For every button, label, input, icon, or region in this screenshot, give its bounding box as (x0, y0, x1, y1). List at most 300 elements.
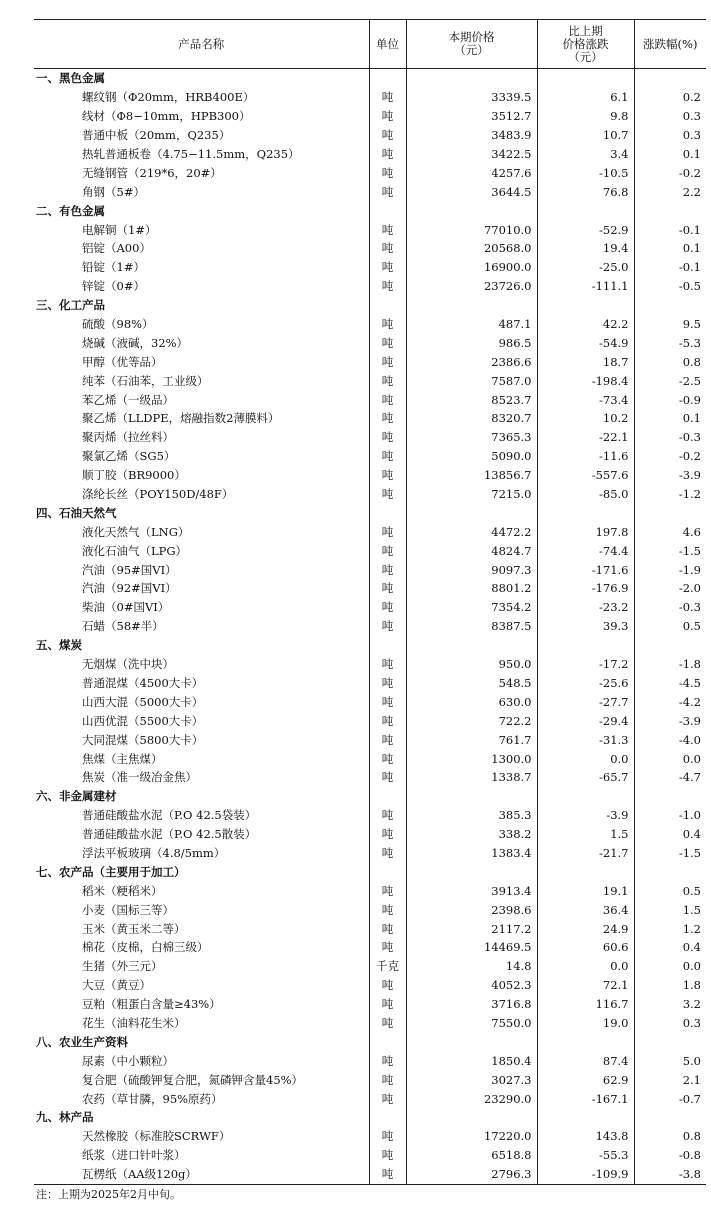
category-row (34, 636, 706, 655)
product-name: 普通混煤（4500大卡） (82, 675, 204, 690)
current-price: 23290.0 (406, 1089, 537, 1108)
product-unit: 吨 (369, 485, 406, 504)
table-row (34, 825, 706, 844)
header-current-price-line1: 本期价格 (448, 30, 495, 44)
table-row (34, 88, 706, 107)
current-price: 8523.7 (406, 390, 537, 409)
category-price-cell (406, 1108, 537, 1127)
product-name: 涤纶长丝（POY150D/48F） (82, 487, 234, 502)
product-name: 硫酸（98%） (82, 317, 154, 332)
table-row (34, 1089, 706, 1108)
change-percent: 0.8 (634, 1127, 706, 1146)
price-change: -73.4 (537, 390, 634, 409)
product-unit: 吨 (369, 598, 406, 617)
price-change: -74.4 (537, 541, 634, 560)
table-row (34, 617, 706, 636)
change-percent: -0.5 (634, 277, 706, 296)
product-unit: 吨 (369, 182, 406, 201)
category-percent-cell (634, 862, 706, 881)
price-change: 0.0 (537, 957, 634, 976)
category-unit-cell (369, 503, 406, 522)
table-row (34, 730, 706, 749)
category-price-cell (406, 862, 537, 881)
current-price: 8320.7 (406, 409, 537, 428)
table-row (34, 541, 706, 560)
price-change: 19.0 (537, 1014, 634, 1033)
category-unit-cell (369, 201, 406, 220)
product-name: 复合肥（硫酸钾复合肥，氮磷钾含量45%） (82, 1072, 304, 1087)
category-percent-cell (634, 1032, 706, 1051)
table-row (34, 409, 706, 428)
product-unit: 吨 (369, 88, 406, 107)
current-price: 385.3 (406, 806, 537, 825)
product-name: 汽油（92#国VI） (82, 581, 177, 596)
category-title: 八、农业生产资料 (36, 1034, 128, 1049)
footnote: 注：上期为2025年2月中旬。 (36, 1188, 181, 1201)
change-percent: -0.1 (634, 258, 706, 277)
product-unit: 吨 (369, 409, 406, 428)
category-title: 七、农产品（主要用于加工） (36, 864, 186, 879)
current-price: 4052.3 (406, 976, 537, 995)
product-unit: 吨 (369, 163, 406, 182)
price-change: -25.6 (537, 674, 634, 693)
product-name: 玉米（黄玉米二等） (82, 921, 186, 936)
table-row (34, 674, 706, 693)
current-price: 722.2 (406, 711, 537, 730)
change-percent: -0.1 (634, 220, 706, 239)
price-change: 116.7 (537, 995, 634, 1014)
category-change-cell (537, 1032, 634, 1051)
product-unit: 吨 (369, 1146, 406, 1165)
table-row (34, 126, 706, 145)
product-unit: 吨 (369, 995, 406, 1014)
product-unit: 吨 (369, 1070, 406, 1089)
category-row (34, 69, 706, 88)
price-change: 6.1 (537, 88, 634, 107)
product-name: 无烟煤（洗中块） (82, 657, 174, 672)
current-price: 630.0 (406, 692, 537, 711)
change-percent: -5.3 (634, 333, 706, 352)
price-change: 62.9 (537, 1070, 634, 1089)
current-price: 548.5 (406, 674, 537, 693)
price-change: 10.2 (537, 409, 634, 428)
current-price: 1338.7 (406, 768, 537, 787)
product-unit: 吨 (369, 881, 406, 900)
change-percent: -3.9 (634, 466, 706, 485)
category-unit-cell (369, 862, 406, 881)
product-unit: 吨 (369, 560, 406, 579)
product-name: 苯乙烯（一级品） (82, 392, 174, 407)
price-change: -54.9 (537, 333, 634, 352)
current-price: 2398.6 (406, 900, 537, 919)
table-row (34, 447, 706, 466)
category-title: 九、林产品 (36, 1110, 94, 1125)
product-name: 铝锭（A00） (82, 241, 151, 256)
change-percent: 4.6 (634, 522, 706, 541)
change-percent: 0.5 (634, 617, 706, 636)
product-unit: 吨 (369, 825, 406, 844)
product-unit: 吨 (369, 258, 406, 277)
change-percent: -0.9 (634, 390, 706, 409)
product-name: 农药（草甘膦，95%原药） (82, 1091, 223, 1106)
product-name: 柴油（0#国VI） (82, 600, 170, 615)
category-row (34, 503, 706, 522)
price-change: 18.7 (537, 352, 634, 371)
change-percent: -4.2 (634, 692, 706, 711)
change-percent: -1.5 (634, 844, 706, 863)
table-row (34, 371, 706, 390)
header-price-change-line2: 价格涨跌 (562, 36, 609, 51)
price-change: -109.9 (537, 1165, 634, 1184)
product-name: 纯苯（石油苯，工业级） (82, 373, 209, 388)
product-unit: 吨 (369, 844, 406, 863)
change-percent: -2.0 (634, 579, 706, 598)
product-unit: 吨 (369, 541, 406, 560)
change-percent: -0.7 (634, 1089, 706, 1108)
price-change: -167.1 (537, 1089, 634, 1108)
category-title: 四、石油天然气 (36, 505, 117, 520)
table-row (34, 1127, 706, 1146)
product-unit: 吨 (369, 390, 406, 409)
current-price: 5090.0 (406, 447, 537, 466)
change-percent: 0.4 (634, 938, 706, 957)
product-name: 聚丙烯（拉丝料） (82, 430, 174, 445)
header-current-price (406, 20, 537, 69)
current-price: 2117.2 (406, 919, 537, 938)
current-price: 23726.0 (406, 277, 537, 296)
product-unit: 吨 (369, 768, 406, 787)
table-row (34, 390, 706, 409)
table-row (34, 844, 706, 863)
table-row (34, 258, 706, 277)
product-name: 焦煤（主焦煤） (82, 751, 163, 766)
product-name: 豆粕（粗蛋白含量≥43%） (82, 997, 221, 1012)
change-percent: 0.3 (634, 126, 706, 145)
header-row (34, 20, 706, 69)
product-name: 焦炭（准一级冶金焦） (82, 770, 197, 785)
current-price: 8801.2 (406, 579, 537, 598)
table-row (34, 749, 706, 768)
change-percent: 2.1 (634, 1070, 706, 1089)
change-percent: 0.1 (634, 409, 706, 428)
category-title: 二、有色金属 (36, 203, 105, 218)
current-price: 17220.0 (406, 1127, 537, 1146)
table-row (34, 995, 706, 1014)
category-unit-cell (369, 1032, 406, 1051)
product-unit: 吨 (369, 277, 406, 296)
current-price: 2386.6 (406, 352, 537, 371)
change-percent: -3.8 (634, 1165, 706, 1184)
change-percent: -4.0 (634, 730, 706, 749)
product-name: 山西大混（5000大卡） (82, 694, 204, 709)
current-price: 7550.0 (406, 1014, 537, 1033)
product-unit: 吨 (369, 371, 406, 390)
category-change-cell (537, 503, 634, 522)
current-price: 950.0 (406, 655, 537, 674)
category-price-cell (406, 1032, 537, 1051)
current-price: 16900.0 (406, 258, 537, 277)
current-price: 7587.0 (406, 371, 537, 390)
price-change: -52.9 (537, 220, 634, 239)
current-price: 2796.3 (406, 1165, 537, 1184)
product-unit: 吨 (369, 1127, 406, 1146)
product-unit: 吨 (369, 447, 406, 466)
table-row (34, 352, 706, 371)
price-change: -31.3 (537, 730, 634, 749)
table-row (34, 655, 706, 674)
current-price: 986.5 (406, 333, 537, 352)
change-percent: -4.5 (634, 674, 706, 693)
current-price: 487.1 (406, 315, 537, 334)
product-name: 角钢（5#） (82, 184, 145, 199)
category-percent-cell (634, 69, 706, 88)
product-name: 大豆（黄豆） (82, 978, 151, 993)
category-change-cell (537, 296, 634, 315)
product-name: 山西优混（5500大卡） (82, 713, 204, 728)
product-unit: 吨 (369, 655, 406, 674)
product-unit: 吨 (369, 1165, 406, 1184)
change-percent: -1.8 (634, 655, 706, 674)
category-unit-cell (369, 636, 406, 655)
price-change: 60.6 (537, 938, 634, 957)
change-percent: -0.3 (634, 598, 706, 617)
current-price: 20568.0 (406, 239, 537, 258)
product-name: 生猪（外三元） (82, 959, 163, 974)
product-name: 花生（油料花生米） (82, 1015, 186, 1030)
change-percent: 0.0 (634, 749, 706, 768)
header-unit: 单位 (369, 20, 406, 69)
category-row (34, 862, 706, 881)
price-change: 0.0 (537, 749, 634, 768)
change-percent: 0.1 (634, 239, 706, 258)
change-percent: 0.5 (634, 881, 706, 900)
product-unit: 吨 (369, 938, 406, 957)
header-current-price-line2: （元） (454, 43, 489, 57)
product-name: 稻米（粳稻米） (82, 883, 163, 898)
table-row (34, 466, 706, 485)
product-name: 聚乙烯（LLDPE，熔融指数2薄膜料） (82, 411, 280, 426)
change-percent: 0.3 (634, 107, 706, 126)
product-unit: 吨 (369, 976, 406, 995)
price-change: 3.4 (537, 145, 634, 164)
price-change: 42.2 (537, 315, 634, 334)
product-name: 电解铜（1#） (82, 222, 157, 237)
product-unit: 吨 (369, 749, 406, 768)
price-change: -55.3 (537, 1146, 634, 1165)
category-change-cell (537, 69, 634, 88)
category-price-cell (406, 296, 537, 315)
current-price: 3422.5 (406, 145, 537, 164)
table-row (34, 428, 706, 447)
current-price: 3027.3 (406, 1070, 537, 1089)
category-unit-cell (369, 296, 406, 315)
current-price: 3483.9 (406, 126, 537, 145)
table-row (34, 107, 706, 126)
current-price: 761.7 (406, 730, 537, 749)
price-change: 36.4 (537, 900, 634, 919)
current-price: 6518.8 (406, 1146, 537, 1165)
category-title: 一、黑色金属 (36, 71, 105, 86)
product-unit: 吨 (369, 352, 406, 371)
change-percent: -0.2 (634, 447, 706, 466)
product-unit: 吨 (369, 145, 406, 164)
price-change: 197.8 (537, 522, 634, 541)
change-percent: 0.2 (634, 88, 706, 107)
category-percent-cell (634, 636, 706, 655)
product-unit: 吨 (369, 1089, 406, 1108)
category-price-cell (406, 636, 537, 655)
change-percent: -0.2 (634, 163, 706, 182)
price-change: 143.8 (537, 1127, 634, 1146)
category-row (34, 296, 706, 315)
current-price: 14.8 (406, 957, 537, 976)
category-unit-cell (369, 1108, 406, 1127)
product-name: 大同混煤（5800大卡） (82, 732, 204, 747)
table-row (34, 315, 706, 334)
category-price-cell (406, 787, 537, 806)
change-percent: -1.2 (634, 485, 706, 504)
price-change: -29.4 (537, 711, 634, 730)
current-price: 3913.4 (406, 881, 537, 900)
header-price-change-line3: （元） (568, 49, 603, 64)
table-body (34, 69, 706, 1185)
price-change: -65.7 (537, 768, 634, 787)
change-percent: -1.9 (634, 560, 706, 579)
table-row (34, 711, 706, 730)
product-name: 线材（Φ8−10mm，HPB300） (82, 109, 251, 124)
table-row (34, 957, 706, 976)
product-unit: 吨 (369, 711, 406, 730)
change-percent: -1.0 (634, 806, 706, 825)
table-row (34, 919, 706, 938)
change-percent: 1.2 (634, 919, 706, 938)
table-row (34, 277, 706, 296)
category-percent-cell (634, 1108, 706, 1127)
category-price-cell (406, 201, 537, 220)
product-name: 铅锭（1#） (82, 260, 145, 275)
current-price: 1300.0 (406, 749, 537, 768)
current-price: 77010.0 (406, 220, 537, 239)
change-percent: 0.3 (634, 1014, 706, 1033)
category-change-cell (537, 1108, 634, 1127)
product-name: 无缝钢管（219*6，20#） (82, 165, 222, 180)
category-percent-cell (634, 503, 706, 522)
price-change: -25.0 (537, 258, 634, 277)
product-name: 顺丁胶（BR9000） (82, 468, 186, 483)
price-change: -198.4 (537, 371, 634, 390)
price-change: -85.0 (537, 485, 634, 504)
product-name: 烧碱（液碱，32%） (82, 335, 189, 350)
table-row (34, 333, 706, 352)
product-unit: 吨 (369, 239, 406, 258)
current-price: 7365.3 (406, 428, 537, 447)
price-change: 24.9 (537, 919, 634, 938)
price-change: -22.1 (537, 428, 634, 447)
change-percent: -1.5 (634, 541, 706, 560)
table-row (34, 1014, 706, 1033)
change-percent: -2.5 (634, 371, 706, 390)
change-percent: 5.0 (634, 1051, 706, 1070)
table-row (34, 598, 706, 617)
price-change: -557.6 (537, 466, 634, 485)
table-row (34, 1070, 706, 1089)
category-change-cell (537, 862, 634, 881)
change-percent: -0.3 (634, 428, 706, 447)
category-row (34, 201, 706, 220)
product-name: 小麦（国标三等） (82, 902, 174, 917)
category-title: 三、化工产品 (36, 298, 105, 313)
price-change: -176.9 (537, 579, 634, 598)
table-row (34, 806, 706, 825)
product-unit: 吨 (369, 1051, 406, 1070)
product-name: 甲醇（优等品） (82, 354, 163, 369)
current-price: 7354.2 (406, 598, 537, 617)
header-price-change-line1: 比上期 (568, 23, 603, 38)
category-title: 六、非金属建材 (36, 789, 117, 804)
category-unit-cell (369, 69, 406, 88)
product-unit: 吨 (369, 107, 406, 126)
product-name: 棉花（皮棉，白棉三级） (82, 940, 209, 955)
current-price: 4824.7 (406, 541, 537, 560)
table-row (34, 938, 706, 957)
current-price: 9097.3 (406, 560, 537, 579)
product-unit: 吨 (369, 522, 406, 541)
product-unit: 吨 (369, 617, 406, 636)
current-price: 1383.4 (406, 844, 537, 863)
price-change: -171.6 (537, 560, 634, 579)
change-percent: 1.8 (634, 976, 706, 995)
product-name: 普通硅酸盐水泥（P.O 42.5袋装） (82, 808, 257, 823)
header-price-change (537, 20, 634, 69)
current-price: 1850.4 (406, 1051, 537, 1070)
current-price: 13856.7 (406, 466, 537, 485)
change-percent: -0.8 (634, 1146, 706, 1165)
product-name: 锌锭（0#） (82, 279, 145, 294)
product-unit: 吨 (369, 579, 406, 598)
price-change: -27.7 (537, 692, 634, 711)
table-row (34, 768, 706, 787)
current-price: 3716.8 (406, 995, 537, 1014)
price-change: 9.8 (537, 107, 634, 126)
table-row (34, 145, 706, 164)
price-change: 19.4 (537, 239, 634, 258)
product-name: 天然橡胶（标准胶SCRWF） (82, 1129, 231, 1144)
price-table (34, 19, 706, 1185)
product-unit: 吨 (369, 428, 406, 447)
price-change: -17.2 (537, 655, 634, 674)
category-row (34, 1108, 706, 1127)
table-row (34, 485, 706, 504)
table-row (34, 560, 706, 579)
table-row (34, 239, 706, 258)
current-price: 3339.5 (406, 88, 537, 107)
price-change: 39.3 (537, 617, 634, 636)
category-change-cell (537, 636, 634, 655)
price-change: 72.1 (537, 976, 634, 995)
change-percent: 1.5 (634, 900, 706, 919)
price-change: 19.1 (537, 881, 634, 900)
product-name: 普通中板（20mm，Q235） (82, 128, 231, 143)
price-change: -3.9 (537, 806, 634, 825)
table-row (34, 1146, 706, 1165)
product-unit: 吨 (369, 730, 406, 749)
category-percent-cell (634, 201, 706, 220)
price-change: -21.7 (537, 844, 634, 863)
price-change: 87.4 (537, 1051, 634, 1070)
table-row (34, 692, 706, 711)
table-row (34, 579, 706, 598)
price-change: -11.6 (537, 447, 634, 466)
